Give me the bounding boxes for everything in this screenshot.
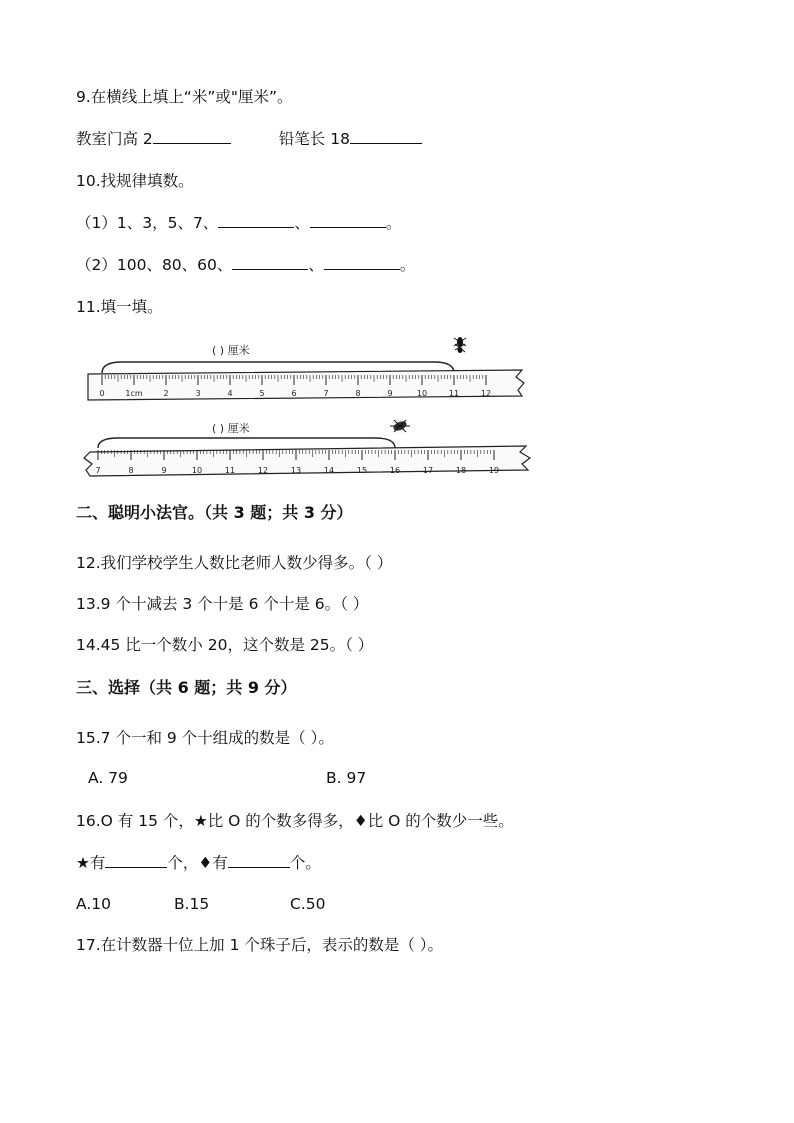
q16-option-b[interactable]: B.15 xyxy=(174,895,210,913)
ant-icon xyxy=(454,337,466,353)
r2-number: 7 xyxy=(95,466,101,475)
r2-number: 16 xyxy=(389,466,401,475)
q14-text: 14.45 比一个数小 20，这个数是 25。（ ） xyxy=(76,636,374,654)
r2-number: 13 xyxy=(290,466,302,475)
q15-text: 15.7 个一和 9 个十组成的数是（ ）。 xyxy=(76,729,334,747)
ruler2-caption: ( ) 厘米 xyxy=(212,422,250,435)
q9-blanks-row xyxy=(76,128,422,150)
q16-blanks-row xyxy=(76,852,321,874)
q10-seq2-label: （2）100、80、60、 xyxy=(76,256,233,274)
q17-text: 17.在计数器十位上加 1 个珠子后，表示的数是（ ）。 xyxy=(76,936,444,954)
q16-star-blank[interactable] xyxy=(105,853,167,868)
r1-number: 7 xyxy=(323,389,329,398)
q16-option-c[interactable]: C.50 xyxy=(290,895,326,913)
q10-seq1-blank-2[interactable] xyxy=(310,213,386,228)
r2-number: 19 xyxy=(488,466,500,475)
r1-number: 0 xyxy=(99,389,105,398)
q9-door-blank[interactable] xyxy=(153,129,231,144)
r1-number: 2 xyxy=(163,389,169,398)
q16-star-label: ★有 xyxy=(76,854,106,872)
r2-number: 9 xyxy=(161,466,167,475)
ruler2-bracket xyxy=(98,438,395,448)
r1-number: 8 xyxy=(355,389,361,398)
q9-pencil-blank[interactable] xyxy=(350,129,422,144)
r2-number: 8 xyxy=(128,466,134,475)
r2-number: 17 xyxy=(422,466,434,475)
q10-title: 10.找规律填数。 xyxy=(76,172,194,190)
r2-number: 10 xyxy=(191,466,203,475)
ruler1-caption: ( ) 厘米 xyxy=(212,344,250,357)
r1-number: 5 xyxy=(259,389,265,398)
r2-number: 18 xyxy=(455,466,467,475)
q11-title: 11.填一填。 xyxy=(76,298,163,316)
r1-number: 1cm xyxy=(125,389,143,398)
q10-seq2-sep: 、 xyxy=(308,256,324,274)
bug-icon xyxy=(390,419,410,432)
q16-diamond-blank[interactable] xyxy=(228,853,290,868)
q10-seq1-row xyxy=(76,212,401,234)
q10-seq1-end: 。 xyxy=(385,214,402,232)
r2-number: 12 xyxy=(257,466,269,475)
q10-seq1-label: （1）1、3，5、7、 xyxy=(76,214,219,232)
ruler-figure-2 xyxy=(80,412,540,482)
r1-number: 12 xyxy=(480,389,492,398)
q16-unit1: 个，♦有 xyxy=(167,854,228,872)
r2-number: 14 xyxy=(323,466,335,475)
r1-number: 6 xyxy=(291,389,297,398)
section3-heading: 三、选择（共 6 题；共 9 分） xyxy=(76,678,297,697)
r1-number: 11 xyxy=(448,389,460,398)
q12-text: 12.我们学校学生人数比老师人数少得多。（ ） xyxy=(76,554,393,572)
ruler-figure-1 xyxy=(80,330,540,410)
q9-pencil-label: 铅笔长 18 xyxy=(278,130,350,148)
q9-title: 9.在横线上填上“米”或"厘米”。 xyxy=(76,88,293,106)
q15-option-a[interactable]: A. 79 xyxy=(88,769,128,787)
q10-seq2-blank-1[interactable] xyxy=(232,255,308,270)
q16-text: 16.O 有 15 个，★比 O 的个数多得多，♦比 O 的个数少一些。 xyxy=(76,812,514,830)
q10-seq1-sep: 、 xyxy=(294,214,310,232)
r2-number: 11 xyxy=(224,466,236,475)
q16-option-a[interactable]: A.10 xyxy=(76,895,111,913)
q9-door-label: 教室门高 2 xyxy=(76,130,153,148)
r1-number: 9 xyxy=(387,389,393,398)
r1-number: 3 xyxy=(195,389,201,398)
q16-unit2: 个。 xyxy=(289,854,321,872)
q10-seq2-end: 。 xyxy=(399,256,416,274)
r1-number: 4 xyxy=(227,389,233,398)
q15-option-b[interactable]: B. 97 xyxy=(326,769,367,787)
q10-seq2-row xyxy=(76,254,415,276)
r1-number: 10 xyxy=(416,389,428,398)
r2-number: 15 xyxy=(356,466,368,475)
q10-seq1-blank-1[interactable] xyxy=(218,213,294,228)
q13-text: 13.9 个十减去 3 个十是 6 个十是 6。（ ） xyxy=(76,595,369,613)
section2-heading: 二、聪明小法官。（共 3 题；共 3 分） xyxy=(76,503,353,522)
q10-seq2-blank-2[interactable] xyxy=(324,255,400,270)
